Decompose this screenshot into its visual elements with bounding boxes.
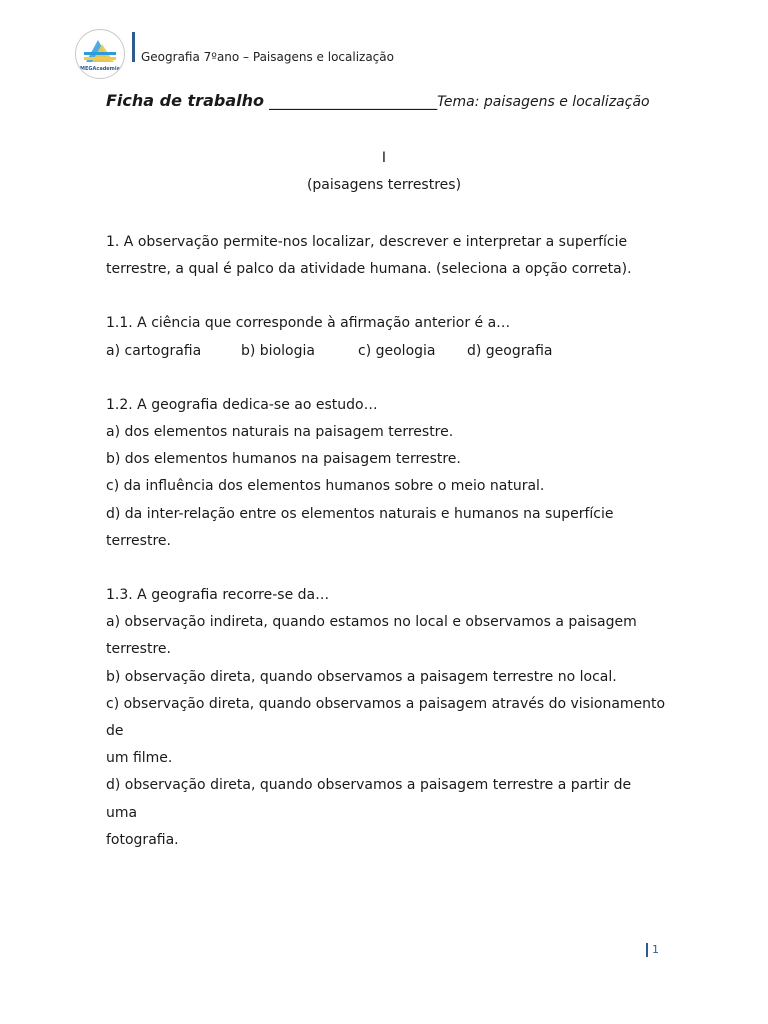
- worksheet-content: [106, 229, 666, 854]
- question-1-line: 1. A observação permite-nos localizar, descrever e interpretar a superfície: [106, 234, 628, 250]
- theme-label: Tema: paisagens e localização: [437, 94, 650, 110]
- logo-graphic: [76, 30, 124, 78]
- section-number: I: [381, 150, 387, 166]
- option-d: d) geografia: [467, 342, 553, 359]
- page-number: [646, 943, 659, 957]
- question-1-line: terrestre, a qual é palco da atividade humana. (seleciona a opção correta).: [106, 261, 632, 278]
- question-1-1-options: [106, 338, 666, 365]
- page-number-value: 1: [652, 943, 659, 956]
- page-number-bar: [646, 943, 648, 957]
- question-1-2: 1.2. A geografia dedica-se ao estudo…: [106, 396, 378, 413]
- question-1-1: 1.1. A ciência que corresponde à afirmação anterior é a…: [106, 315, 511, 332]
- page-header: [75, 28, 394, 80]
- worksheet-title: [106, 91, 666, 110]
- question-1-3: 1.3. A geografia recorre-se da…: [106, 587, 330, 604]
- option-b: b) biologia: [241, 342, 315, 359]
- option-c: c) geologia: [358, 342, 436, 359]
- name-blank: _____________________: [269, 91, 438, 110]
- option-d: d) da inter-relação entre os elementos naturais e humanos na superfície: [106, 505, 614, 522]
- option-d-continued: terrestre.: [106, 532, 171, 549]
- option-d: d) observação direta, quando observamos a paisagem terrestre a partir de uma: [106, 777, 632, 821]
- header-divider: [132, 32, 135, 62]
- option-a: a) dos elementos naturais na paisagem terrestre.: [106, 424, 454, 441]
- option-c: c) observação direta, quando observamos a paisagem através do visionamento de: [106, 695, 666, 740]
- worksheet-label: Ficha de trabalho: [106, 91, 264, 110]
- option-b: b) observação direta, quando observamos a paisagem terrestre no local.: [106, 668, 617, 685]
- option-b: b) dos elementos humanos na paisagem terrestre.: [106, 451, 461, 468]
- option-a: a) observação indireta, quando estamos no local e observamos a paisagem: [106, 614, 637, 631]
- header-title: Geografia 7ºano – Paisagens e localização: [141, 50, 394, 64]
- option-a-continued: terrestre.: [106, 641, 171, 658]
- option-c: c) da influência dos elementos humanos sobre o meio natural.: [106, 478, 545, 495]
- svg-text:MEGAcademia: MEGAcademia: [80, 66, 120, 72]
- megacademia-logo: [75, 29, 125, 79]
- option-a: a) cartografia: [106, 342, 202, 359]
- section-subtitle: (paisagens terrestres): [306, 177, 462, 193]
- option-d-continued: fotografia.: [106, 831, 179, 848]
- option-c-continued: um filme.: [106, 750, 173, 767]
